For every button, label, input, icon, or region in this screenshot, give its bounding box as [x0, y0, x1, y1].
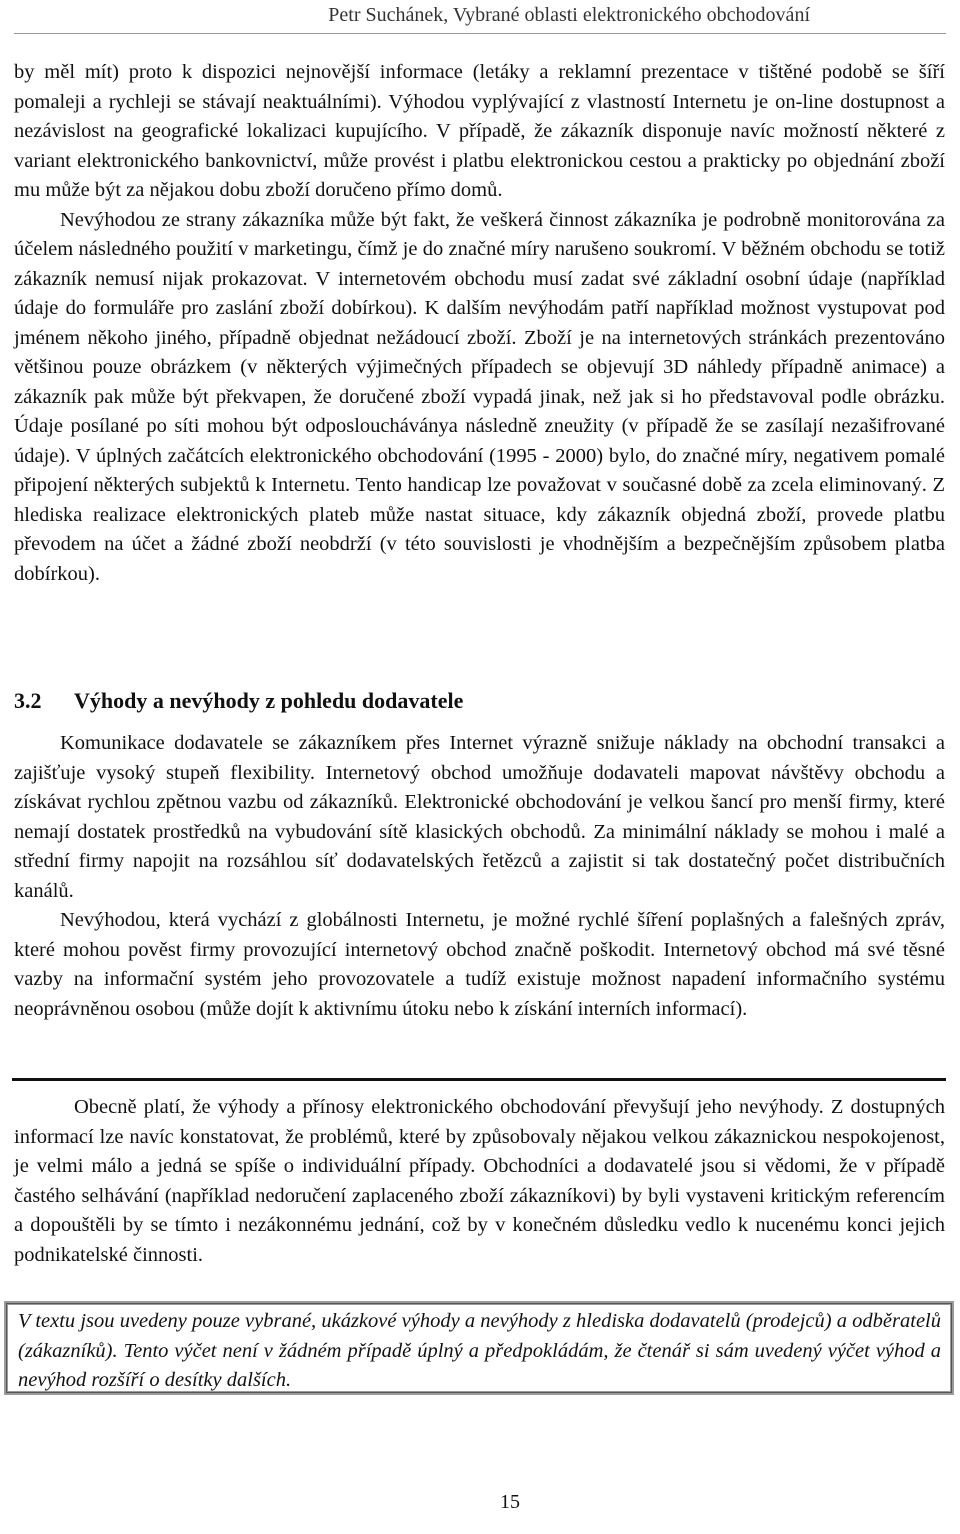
section-separator — [12, 1078, 946, 1081]
running-header: Petr Suchánek, Vybrané oblasti elektronického obchodování — [328, 4, 810, 26]
note-box — [4, 1301, 954, 1395]
page-number: 15 — [500, 1491, 520, 1513]
summary-section — [14, 1093, 945, 1270]
section-number: 3.2 — [14, 688, 42, 713]
customer-paragraph-1: by měl mít) proto k dispozici nejnovější informace (letáky a reklamní prezentace v tištěné podobě se šíří pomaleji a rychleji se stávají neaktuálními). Výhodou vyplývající z vlastností Internetu je on-line dostupnost a nezávislost na geografické lokalizaci kupujícího. V případě, že zákazník disponuje navíc možností některé z variant elektronického bankovnictví, může provést i platbu elektronickou cestou a prakticky po objednání zboží mu může být za nějakou dobu zboží doručeno přímo domů. — [14, 61, 945, 201]
summary-paragraph: Obecně platí, že výhody a přínosy elektronického obchodování převyšují jeho nevýhody. Z dostupných informací lze navíc konstatovat, že problémů, které by způsobovaly nějakou velkou zákaznickou nespokojenost, je velmi málo a jedná se spíše o individuální případy. Obchodníci a dodavatelé jsou si vědomi, že v případě častého selhávání (například nedoručení zaplaceného zboží zákazníkovi) by byli vystaveni kritickým referencím a dopouštěli by se tímto i nezákonnému jednání, což by v konečném důsledku vedlo k nucenému konci jejich podnikatelské činnosti. — [14, 1096, 945, 1266]
header-divider — [14, 33, 946, 34]
supplier-paragraph-2: Nevýhodou, která vychází z globálnosti Internetu, je možné rychlé šíření poplašných a falešných zpráv, které mohou pověst firmy provozující internetový obchod značně poškodit. Internetový obchod má své těsné vazby na informační systém jeho provozovatele a tudíž existuje možnost napadení informačního systému neoprávněnou osobou (může dojít k aktivnímu útoku nebo k získání interních informací). — [14, 909, 945, 1020]
supplier-paragraph-1: Komunikace dodavatele se zákazníkem přes Internet výrazně snižuje náklady na obchodní transakci a zajišťuje vysoký stupeň flexibility. Internetový obchod umožňuje dodavateli mapovat návštěvy obchodu a získávat rychlou zpětnou vazbu od zákazníků. Elektronické obchodování je velkou šancí pro menší firmy, které nemají dostatek prostředků na vybudování sítě klasických obchodů. Za minimální náklady se mohou i malé a střední firmy napojit na rozsáhlou síť dodavatelských řetězců a zajistit si tak dostatečný počet distribučních kanálů. — [14, 732, 945, 902]
customer-section — [14, 58, 945, 589]
section-title: Výhody a nevýhody z pohledu dodavatele — [74, 688, 464, 713]
note-text: V textu jsou uvedeny pouze vybrané, ukázkové výhody a nevýhody z hlediska dodavatelů (prodejců) a odběratelů (zákazníků). Tento výčet není v žádném případě úplný a předpokládám, že čtenář si sám uvedený výčet výhod a nevýhod rozšíří o desítky dalších. — [18, 1310, 941, 1391]
customer-paragraph-2: Nevýhodou ze strany zákazníka může být fakt, že veškerá činnost zákazníka je podrobně monitorována za účelem následného použití v marketingu, čímž je do značné míry narušeno soukromí. V běžném obchodu se totiž zákazník nemusí nijak prokazovat. V internetovém obchodu musí zadat své základní osobní údaje (například údaje do formuláře pro zaslání zboží dobírkou). K dalším nevýhodám patří například možnost vystupovat pod jménem někoho jiného, případně objednat nežádoucí zboží. Zboží je na internetových stránkách prezentováno většinou pouze obrázkem (v některých výjimečných případech se objevují 3D náhledy případně animace) a zákazník pak může být překvapen, že doručené zboží vypadá jinak, než jak si ho představoval podle obrázku. Údaje posílané po síti mohou být odposloucháványa následně zneužity (v případě že se zasílají nezašifrované údaje). V úplných začátcích elektronického obchodování (1995 - 2000) bylo, do značné míry, negativem pomalé připojení některých subjektů k Internetu. Tento handicap lze považovat v současné době za zcela eliminovaný. Z hlediska realizace elektronických plateb může nastat situace, kdy zákazník objedná zboží, provede platbu převodem na účet a žádné zboží neobdrží (v této souvislosti je vhodnějším a bezpečnějším způsobem platba dobírkou). — [14, 208, 945, 585]
section-heading — [14, 686, 463, 716]
supplier-section — [14, 729, 945, 1024]
